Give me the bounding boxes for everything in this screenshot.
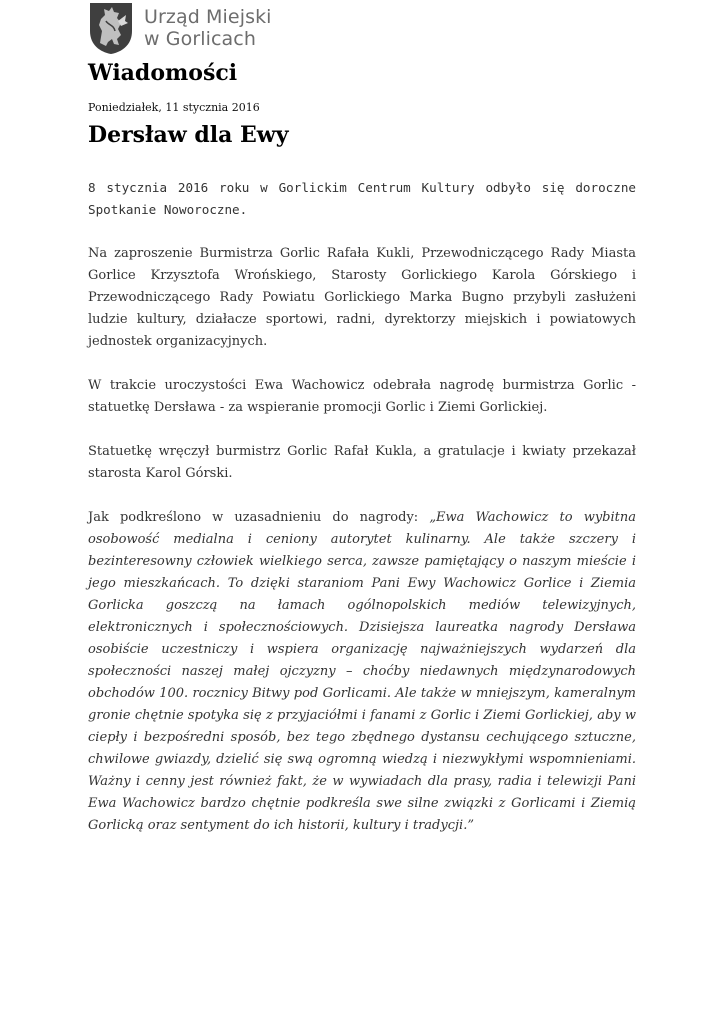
article-title: Dersław dla Ewy (88, 122, 289, 148)
publication-date: Poniedziałek, 11 stycznia 2016 (88, 101, 260, 114)
article-quote-paragraph (88, 507, 636, 837)
section-title: Wiadomości (88, 60, 238, 86)
organization-name-line1: Urząd Miejski (144, 6, 272, 28)
article-paragraph: Statuetkę wręczył burmistrz Gorlic Rafał Kukla, a gratulacje i kwiaty przekazał starosta Karol Górski. (88, 444, 636, 481)
article-paragraph: 8 stycznia 2016 roku w Gorlickim Centrum Kultury odbyło się doroczne Spotkanie Noworoczne. (88, 180, 636, 217)
organization-name (144, 6, 272, 50)
quote-intro: Jak podkreślono w uzasadnieniu do nagrody: (88, 510, 430, 525)
article-paragraph: Na zaproszenie Burmistrza Gorlic Rafała Kukli, Przewodniczącego Rady Miasta Gorlice Krzysztofa Wrońskiego, Starosty Gorlickiego Karola Górskiego i Przewodniczącego Rady Powiatu Gorlickiego Marka Bugno przybyli zasłużeni ludzie kultury, działacze sportowi, radni, dyrektorzy miejskich i powiatowych jednostek organizacyjnych. (88, 246, 636, 349)
article-paragraph: W trakcie uroczystości Ewa Wachowicz odebrała nagrodę burmistrza Gorlic - statuetkę Dersława - za wspieranie promocji Gorlic i Ziemi Gorlickiej. (88, 378, 636, 415)
organization-name-line2: w Gorlicach (144, 28, 256, 50)
article-body (88, 177, 636, 859)
page-header (88, 0, 272, 56)
coat-of-arms-icon (88, 1, 134, 55)
award-justification-quote: „Ewa Wachowicz to wybitna osobowość medialna i ceniony autorytet kulinarny. Ale także szczery i bezinteresowny człowiek wielkiego serca, zawsze pamiętający o naszym mieście i jego mieszkańcach. To dzięki staraniom Pani Ewy Wachowicz Gorlice i Ziemia Gorlicka goszczą na łamach ogólnopolskich mediów telewizyjnych, elektronicznych i społecznościowych. Dzisiejsza laureatka nagrody Dersława osobiście uczestniczy i wspiera organizację najważniejszych wydarzeń dla społeczności naszej małej ojczyzny – choćby niedawnych międzynarodowych obchodów 100. rocznicy Bitwy pod Gorlicami. Ale także w mniejszym, kameralnym gronie chętnie spotyka się z przyjaciółmi i fanami z Gorlic i Ziemi Gorlickiej, aby w ciepły i bezpośredni sposób, bez tego zbędnego dystansu cechującego sztuczne, chwilowe gwiazdy, dzielić się swą ogromną wiedzą i niezwykłymi wspomnieniami. Ważny i cenny jest również fakt, że w wywiadach dla prasy, radia i telewizji Pani Ewa Wachowicz bardzo chętnie podkreśla swe silne związki z Gorlicami i Ziemią Gorlicką oraz sentyment do ich historii, kultury i tradycji.” (88, 510, 636, 833)
